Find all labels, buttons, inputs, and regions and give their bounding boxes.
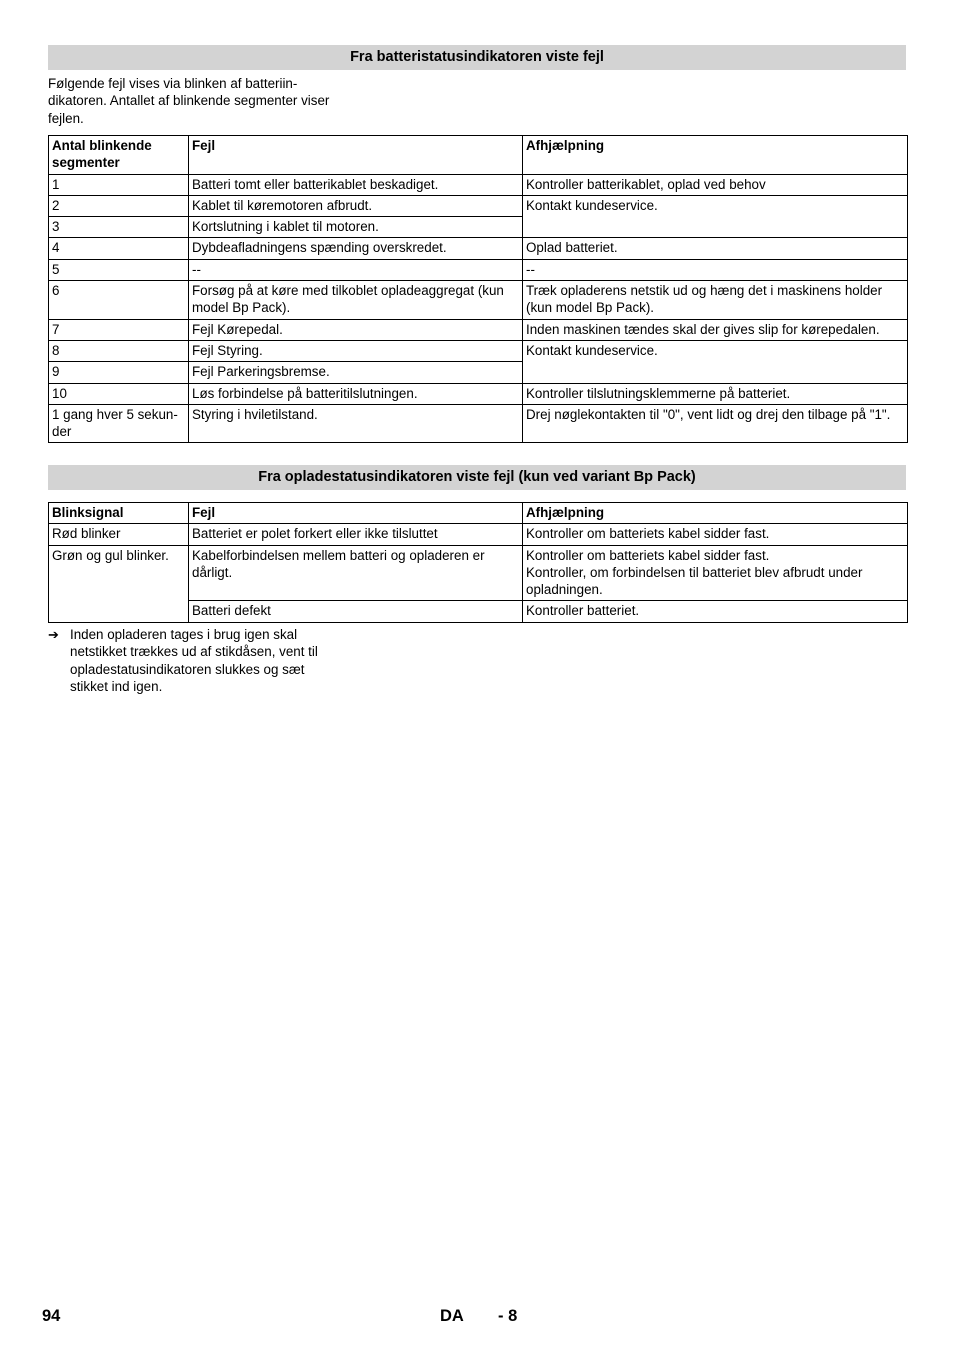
cell-fejl: Dybdeafladningens spænding overskredet.: [189, 238, 523, 259]
table-row: [49, 383, 908, 404]
table-row: [49, 238, 908, 259]
header-afhjaelpning: Afhjælpning: [523, 136, 908, 175]
table-row: [49, 195, 908, 216]
header-fejl: Fejl: [189, 136, 523, 175]
cell-segments: 1 gang hver 5 sekun-der: [49, 404, 189, 443]
cell-fejl: Batteri tomt eller batterikablet beskadiget.: [189, 174, 523, 195]
charge-error-table: [48, 502, 908, 623]
cell-fejl: Batteri defekt: [189, 601, 523, 622]
table-row: [49, 174, 908, 195]
cell-afhjaelpning: Inden maskinen tændes skal der gives slip for kørepedalen.: [523, 319, 908, 340]
cell-fejl: Kablet til køremotoren afbrudt.: [189, 195, 523, 216]
cell-afhjaelpning: Kontroller tilslutningsklemmerne på batteriet.: [523, 383, 908, 404]
cell-afhjaelpning: Træk opladerens netstik ud og hæng det i maskinens holder (kun model Bp Pack).: [523, 281, 908, 320]
table-row: [49, 281, 908, 320]
table-row: [49, 340, 908, 361]
table-row: [49, 404, 908, 443]
cell-segments: 8: [49, 340, 189, 361]
cell-fejl: Styring i hviletilstand.: [189, 404, 523, 443]
cell-afhjaelpning: --: [523, 259, 908, 280]
cell-segments: 3: [49, 217, 189, 238]
cell-segments: 7: [49, 319, 189, 340]
table-row: [49, 545, 908, 601]
cell-fejl: Fejl Styring.: [189, 340, 523, 361]
cell-afhjaelpning: Oplad batteriet.: [523, 238, 908, 259]
cell-fejl: --: [189, 259, 523, 280]
cell-afhjaelpning: Kontroller om batteriets kabel sidder fast.: [523, 524, 908, 545]
section-title-battery-status: Fra batteristatusindikatoren viste fejl: [48, 45, 906, 70]
table-header-row: [49, 136, 908, 175]
note-text: Inden opladeren tages i brug igen skal netstikket trækkes ud af stikdåsen, vent til opladestatusindikatoren slukkes og sæt stikket ind igen.: [70, 627, 318, 694]
instruction-note: [48, 626, 338, 695]
section-title-charge-status: Fra opladestatusindikatoren viste fejl (kun ved variant Bp Pack): [48, 465, 906, 490]
cell-segments: 6: [49, 281, 189, 320]
header-afhjaelpning: Afhjælpning: [523, 503, 908, 524]
header-blinksignal: Blinksignal: [49, 503, 189, 524]
cell-segments: 4: [49, 238, 189, 259]
header-segments: Antal blinkende segmenter: [49, 136, 189, 175]
fix-line: Kontroller, om forbindelsen til batteriet blev afbrudt under opladningen.: [526, 564, 863, 598]
cell-fejl: Kabelforbindelsen mellem batteri og opladeren er dårligt.: [189, 545, 523, 601]
table-row: [49, 319, 908, 340]
cell-afhjaelpning: Kontakt kundeservice.: [523, 195, 908, 238]
cell-fejl: Kortslutning i kablet til motoren.: [189, 217, 523, 238]
cell-segments: 1: [49, 174, 189, 195]
page-number: 94: [42, 1307, 61, 1325]
cell-segments: 5: [49, 259, 189, 280]
cell-afhjaelpning: Kontroller batteriet.: [523, 601, 908, 622]
cell-fejl: Fejl Kørepedal.: [189, 319, 523, 340]
cell-fejl: Løs forbindelse på batteritilslutningen.: [189, 383, 523, 404]
cell-afhjaelpning: Kontroller batterikablet, oplad ved behov: [523, 174, 908, 195]
fix-line: Kontroller om batteriets kabel sidder fast.: [526, 547, 770, 563]
cell-afhjaelpning: [523, 545, 908, 601]
cell-fejl: Batteriet er polet forkert eller ikke tilsluttet: [189, 524, 523, 545]
header-fejl: Fejl: [189, 503, 523, 524]
table-row: [49, 259, 908, 280]
cell-fejl: Forsøg på at køre med tilkoblet opladeaggregat (kun model Bp Pack).: [189, 281, 523, 320]
table-row: [49, 524, 908, 545]
intro-text: Følgende fejl vises via blinken af batteriin-dikatoren. Antallet af blinkende segmenter viser fejlen.: [48, 76, 330, 126]
cell-blinksignal: Grøn og gul blinker.: [49, 545, 189, 622]
table-header-row: [49, 503, 908, 524]
cell-segments: 2: [49, 195, 189, 216]
cell-afhjaelpning: Drej nøglekontakten til "0", vent lidt og drej den tilbage på "1".: [523, 404, 908, 443]
sub-page-number: - 8: [498, 1307, 518, 1325]
battery-error-table: [48, 135, 908, 443]
cell-segments: 10: [49, 383, 189, 404]
language-code: DA: [440, 1307, 464, 1325]
cell-blinksignal: Rød blinker: [49, 524, 189, 545]
arrow-right-icon: ➔: [48, 627, 59, 642]
cell-fejl: Fejl Parkeringsbremse.: [189, 362, 523, 383]
cell-segments: 9: [49, 362, 189, 383]
cell-afhjaelpning: Kontakt kundeservice.: [523, 340, 908, 383]
